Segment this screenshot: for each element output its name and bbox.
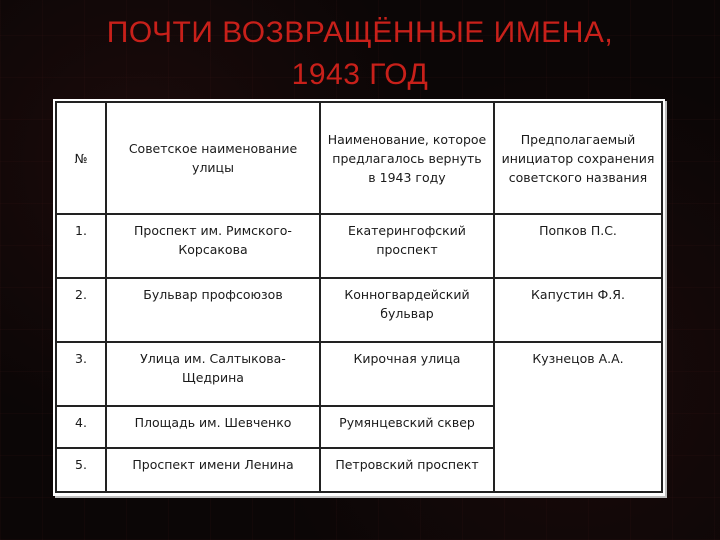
- table-row: [56, 278, 662, 342]
- row-number: 3.: [56, 342, 106, 406]
- initiator-cell: Попков П.С.: [494, 214, 662, 278]
- header-initiator: Предполагаемый инициатор сохранения советского названия: [494, 102, 662, 214]
- slide-title: [0, 12, 720, 96]
- proposed-name-cell: Екатерингофский проспект: [320, 214, 494, 278]
- title-line-1: ПОЧТИ ВОЗВРАЩЁННЫЕ ИМЕНА,: [106, 16, 614, 49]
- header-soviet-name: Советское наименование улицы: [106, 102, 320, 214]
- street-names-table: [55, 101, 663, 493]
- initiator-cell: Кузнецов А.А.: [494, 342, 662, 492]
- table-header-row: [56, 102, 662, 214]
- table-frame: [53, 99, 665, 496]
- table-row: [56, 214, 662, 278]
- proposed-name-cell: Кирочная улица: [320, 342, 494, 406]
- row-number: 1.: [56, 214, 106, 278]
- soviet-name-cell: Проспект имени Ленина: [106, 448, 320, 492]
- soviet-name-cell: Проспект им. Римского-Корсакова: [106, 214, 320, 278]
- row-number: 4.: [56, 406, 106, 448]
- proposed-name-cell: Конногвардейский бульвар: [320, 278, 494, 342]
- row-number: 2.: [56, 278, 106, 342]
- proposed-name-cell: Петровский проспект: [320, 448, 494, 492]
- row-number: 5.: [56, 448, 106, 492]
- soviet-name-cell: Улица им. Салтыкова-Щедрина: [106, 342, 320, 406]
- header-proposed-name: Наименование, которое предлагалось вернуть в 1943 году: [320, 102, 494, 214]
- header-number: №: [56, 102, 106, 214]
- proposed-name-cell: Румянцевский сквер: [320, 406, 494, 448]
- soviet-name-cell: Бульвар профсоюзов: [106, 278, 320, 342]
- table-row: [56, 342, 662, 406]
- title-line-2: 1943 ГОД: [291, 58, 429, 91]
- initiator-cell: Капустин Ф.Я.: [494, 278, 662, 342]
- soviet-name-cell: Площадь им. Шевченко: [106, 406, 320, 448]
